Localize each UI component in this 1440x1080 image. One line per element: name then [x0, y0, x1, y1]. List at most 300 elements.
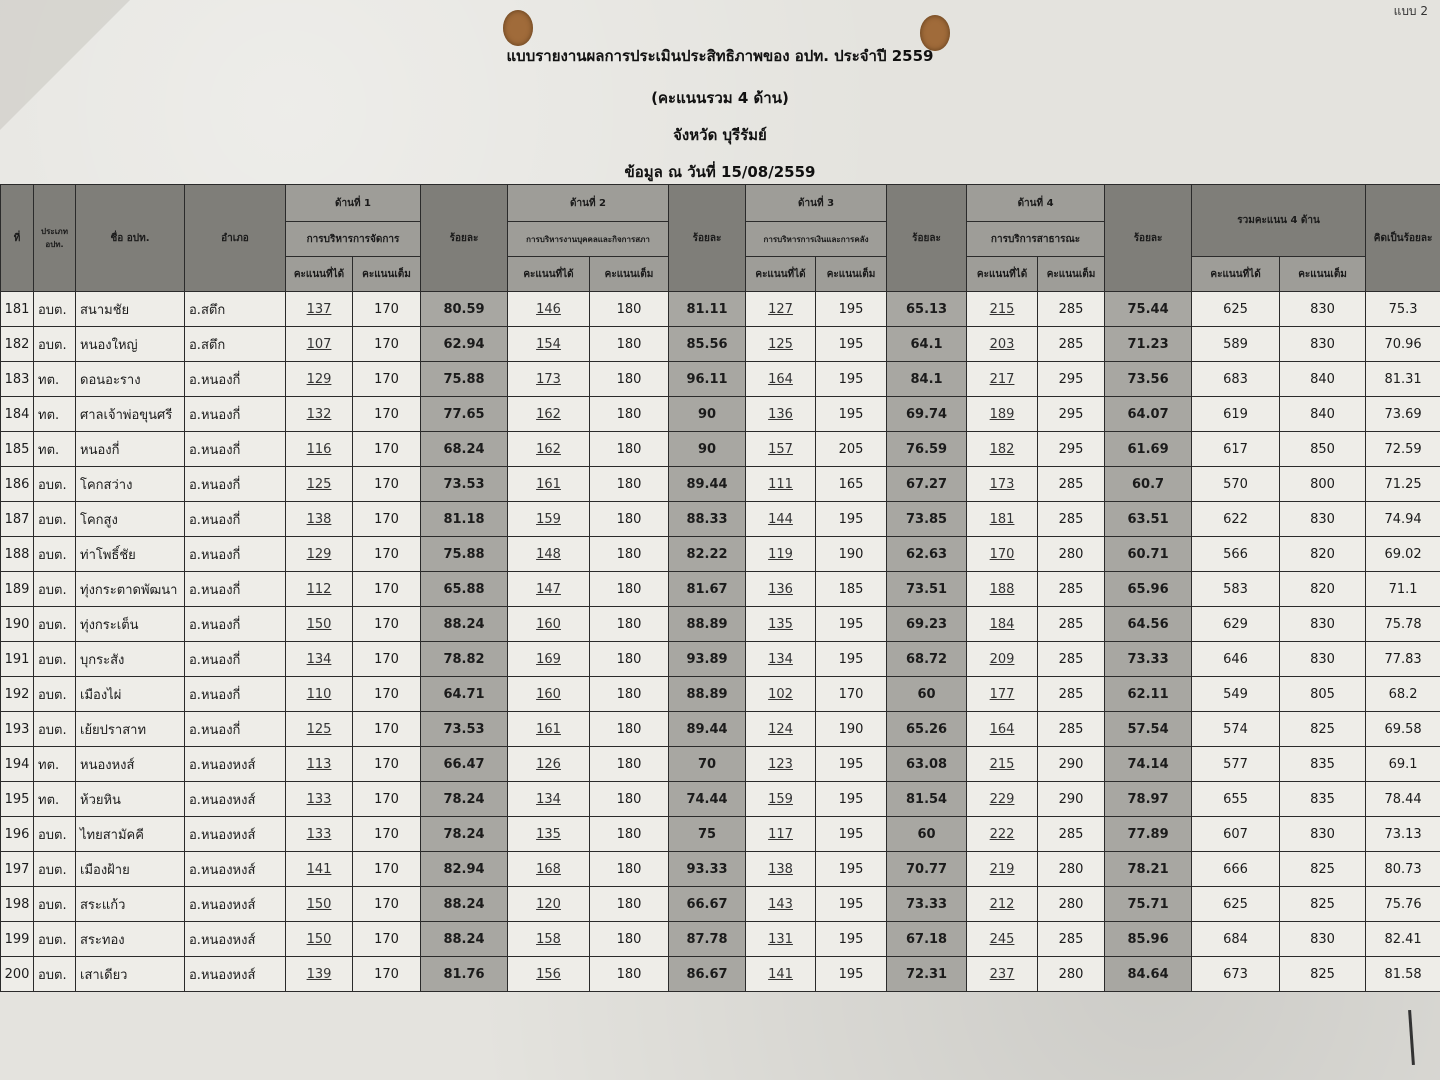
cell-district: อ.หนองกี่ [185, 362, 286, 397]
cell-total-score: 683 [1192, 362, 1280, 397]
cell-aspect2-full: 180 [590, 607, 669, 642]
cell-aspect1-score: 107 [286, 327, 353, 362]
cell-name: หนองหงส์ [76, 747, 185, 782]
cell-aspect3-full: 185 [816, 572, 887, 607]
cell-aspect1-percent: 73.53 [421, 712, 508, 747]
cell-aspect4-percent: 65.96 [1105, 572, 1192, 607]
cell-total-full: 835 [1280, 747, 1366, 782]
table-row [1, 852, 1440, 887]
cell-aspect4-full: 285 [1038, 467, 1105, 502]
cell-total-full: 830 [1280, 922, 1366, 957]
cell-aspect2-percent: 82.22 [669, 537, 746, 572]
cell-total-percent: 70.96 [1366, 327, 1440, 362]
cell-district: อ.หนองกี่ [185, 677, 286, 712]
cell-total-full: 830 [1280, 607, 1366, 642]
cell-name: ท่าโพธิ์ชัย [76, 537, 185, 572]
cell-total-full: 805 [1280, 677, 1366, 712]
cell-aspect1-score: 150 [286, 607, 353, 642]
cell-aspect4-score: 215 [967, 292, 1038, 327]
cell-aspect2-full: 180 [590, 292, 669, 327]
cell-aspect4-full: 280 [1038, 852, 1105, 887]
cell-aspect1-percent: 66.47 [421, 747, 508, 782]
cell-aspect1-percent: 88.24 [421, 607, 508, 642]
cell-aspect2-score: 158 [508, 922, 590, 957]
cell-total-score: 625 [1192, 292, 1280, 327]
table-row [1, 712, 1440, 747]
cell-type: อบต. [34, 607, 76, 642]
table-row [1, 782, 1440, 817]
cell-aspect2-full: 180 [590, 572, 669, 607]
cell-no: 198 [1, 887, 34, 922]
cell-total-full: 830 [1280, 292, 1366, 327]
cell-aspect4-percent: 71.23 [1105, 327, 1192, 362]
cell-aspect3-score: 136 [746, 572, 816, 607]
cell-aspect3-percent: 65.13 [887, 292, 967, 327]
col-name: ชื่อ อปท. [76, 185, 185, 292]
cell-aspect3-score: 164 [746, 362, 816, 397]
cell-total-percent: 73.13 [1366, 817, 1440, 852]
cell-aspect4-percent: 61.69 [1105, 432, 1192, 467]
cell-aspect3-full: 195 [816, 397, 887, 432]
cell-district: อ.สตึก [185, 292, 286, 327]
cell-aspect1-full: 170 [353, 572, 421, 607]
cell-aspect3-score: 111 [746, 467, 816, 502]
cell-type: อบต. [34, 887, 76, 922]
cell-district: อ.หนองหงส์ [185, 852, 286, 887]
cell-aspect2-percent: 70 [669, 747, 746, 782]
cell-district: อ.หนองกี่ [185, 572, 286, 607]
cell-aspect4-score: 184 [967, 607, 1038, 642]
cell-total-score: 619 [1192, 397, 1280, 432]
cell-aspect4-full: 280 [1038, 957, 1105, 992]
cell-name: โคกสูง [76, 502, 185, 537]
cell-total-full: 830 [1280, 817, 1366, 852]
cell-aspect4-full: 285 [1038, 642, 1105, 677]
cell-aspect1-full: 170 [353, 292, 421, 327]
cell-aspect2-percent: 81.67 [669, 572, 746, 607]
cell-aspect3-score: 138 [746, 852, 816, 887]
cell-aspect2-full: 180 [590, 642, 669, 677]
cell-no: 195 [1, 782, 34, 817]
cell-aspect3-score: 119 [746, 537, 816, 572]
cell-type: อบต. [34, 292, 76, 327]
table-row [1, 922, 1440, 957]
cell-aspect1-score: 129 [286, 537, 353, 572]
cell-aspect1-percent: 78.24 [421, 782, 508, 817]
cell-district: อ.หนองกี่ [185, 502, 286, 537]
cell-aspect1-full: 170 [353, 467, 421, 502]
cell-type: อบต. [34, 642, 76, 677]
cell-aspect2-percent: 96.11 [669, 362, 746, 397]
table-row [1, 747, 1440, 782]
cell-total-score: 666 [1192, 852, 1280, 887]
cell-name: เมืองไผ่ [76, 677, 185, 712]
cell-aspect2-score: 173 [508, 362, 590, 397]
cell-district: อ.หนองกี่ [185, 712, 286, 747]
cell-aspect2-full: 180 [590, 467, 669, 502]
cell-type: อบต. [34, 957, 76, 992]
cell-no: 199 [1, 922, 34, 957]
cell-aspect4-score: 245 [967, 922, 1038, 957]
cell-name: ดอนอะราง [76, 362, 185, 397]
cell-aspect4-percent: 62.11 [1105, 677, 1192, 712]
col-aspect3-percent: ร้อยละ [887, 185, 967, 292]
cell-type: ทต. [34, 747, 76, 782]
table-row [1, 467, 1440, 502]
cell-aspect3-percent: 65.26 [887, 712, 967, 747]
cell-aspect1-percent: 73.53 [421, 467, 508, 502]
cell-aspect3-full: 205 [816, 432, 887, 467]
cell-aspect4-percent: 85.96 [1105, 922, 1192, 957]
cell-aspect4-percent: 75.44 [1105, 292, 1192, 327]
cell-aspect2-full: 180 [590, 817, 669, 852]
cell-aspect2-full: 180 [590, 502, 669, 537]
cell-total-percent: 75.3 [1366, 292, 1440, 327]
cell-aspect2-percent: 89.44 [669, 712, 746, 747]
cell-type: อบต. [34, 467, 76, 502]
cell-aspect1-full: 170 [353, 677, 421, 712]
cell-aspect3-percent: 73.51 [887, 572, 967, 607]
cell-total-score: 673 [1192, 957, 1280, 992]
cell-total-full: 825 [1280, 957, 1366, 992]
table-row [1, 817, 1440, 852]
cell-name: สระทอง [76, 922, 185, 957]
cell-aspect2-score: 154 [508, 327, 590, 362]
cell-aspect3-percent: 81.54 [887, 782, 967, 817]
cell-aspect4-full: 295 [1038, 397, 1105, 432]
table-row [1, 397, 1440, 432]
cell-aspect3-percent: 68.72 [887, 642, 967, 677]
cell-total-full: 820 [1280, 537, 1366, 572]
cell-name: เสาเดียว [76, 957, 185, 992]
col-aspect3: ด้านที่ 3 [746, 185, 887, 222]
cell-aspect2-score: 162 [508, 432, 590, 467]
col-full: คะแนนเต็ม [1038, 257, 1105, 292]
cell-aspect4-score: 219 [967, 852, 1038, 887]
cell-aspect3-score: 157 [746, 432, 816, 467]
cell-no: 192 [1, 677, 34, 712]
cell-name: ห้วยหิน [76, 782, 185, 817]
cell-no: 186 [1, 467, 34, 502]
cell-aspect4-percent: 57.54 [1105, 712, 1192, 747]
cell-total-score: 589 [1192, 327, 1280, 362]
cell-no: 196 [1, 817, 34, 852]
cell-name: โคกสว่าง [76, 467, 185, 502]
cell-total-score: 570 [1192, 467, 1280, 502]
col-full: คะแนนเต็ม [590, 257, 669, 292]
cell-aspect3-full: 190 [816, 537, 887, 572]
cell-aspect2-score: 160 [508, 677, 590, 712]
cell-aspect1-full: 170 [353, 957, 421, 992]
cell-total-percent: 81.31 [1366, 362, 1440, 397]
cell-aspect4-score: 189 [967, 397, 1038, 432]
cell-aspect1-percent: 80.59 [421, 292, 508, 327]
cell-aspect4-score: 203 [967, 327, 1038, 362]
cell-total-percent: 69.1 [1366, 747, 1440, 782]
col-aspect2: ด้านที่ 2 [508, 185, 669, 222]
col-score: คะแนนที่ได้ [508, 257, 590, 292]
cell-district: อ.หนองกี่ [185, 432, 286, 467]
data-date: ข้อมูล ณ วันที่ 15/08/2559 [624, 163, 816, 181]
cell-aspect3-full: 195 [816, 817, 887, 852]
table-row [1, 327, 1440, 362]
cell-aspect4-full: 285 [1038, 607, 1105, 642]
cell-aspect2-full: 180 [590, 712, 669, 747]
cell-aspect2-score: 156 [508, 957, 590, 992]
table-row [1, 642, 1440, 677]
cell-aspect2-percent: 87.78 [669, 922, 746, 957]
cell-total-score: 607 [1192, 817, 1280, 852]
cell-aspect2-full: 180 [590, 677, 669, 712]
cell-name: สระแก้ว [76, 887, 185, 922]
cell-no: 197 [1, 852, 34, 887]
cell-total-percent: 81.58 [1366, 957, 1440, 992]
cell-aspect3-percent: 67.18 [887, 922, 967, 957]
cell-aspect3-score: 125 [746, 327, 816, 362]
cell-total-percent: 80.73 [1366, 852, 1440, 887]
cell-total-score: 622 [1192, 502, 1280, 537]
cell-no: 183 [1, 362, 34, 397]
cell-district: อ.หนองหงส์ [185, 887, 286, 922]
cell-aspect2-score: 146 [508, 292, 590, 327]
cell-aspect2-percent: 90 [669, 397, 746, 432]
cell-aspect4-score: 188 [967, 572, 1038, 607]
cell-aspect3-score: 131 [746, 922, 816, 957]
report-subtitle: (คะแนนรวม 4 ด้าน) [651, 89, 789, 107]
cell-aspect4-score: 164 [967, 712, 1038, 747]
cell-aspect2-score: 135 [508, 817, 590, 852]
cell-aspect4-percent: 63.51 [1105, 502, 1192, 537]
cell-aspect3-score: 124 [746, 712, 816, 747]
pen-mark [1408, 1010, 1415, 1065]
cell-aspect4-percent: 74.14 [1105, 747, 1192, 782]
cell-aspect1-score: 110 [286, 677, 353, 712]
cell-aspect2-percent: 89.44 [669, 467, 746, 502]
col-total: รวมคะแนน 4 ด้าน [1192, 185, 1366, 257]
cell-aspect1-full: 170 [353, 537, 421, 572]
cell-aspect4-full: 290 [1038, 782, 1105, 817]
cell-aspect1-percent: 77.65 [421, 397, 508, 432]
cell-total-full: 830 [1280, 642, 1366, 677]
cell-aspect1-percent: 88.24 [421, 922, 508, 957]
cell-aspect4-full: 280 [1038, 887, 1105, 922]
col-aspect4-percent: ร้อยละ [1105, 185, 1192, 292]
cell-aspect4-percent: 78.21 [1105, 852, 1192, 887]
cell-aspect3-full: 165 [816, 467, 887, 502]
cell-aspect3-score: 143 [746, 887, 816, 922]
cell-name: สนามชัย [76, 292, 185, 327]
cell-aspect4-full: 295 [1038, 362, 1105, 397]
cell-name: หนองใหญ่ [76, 327, 185, 362]
cell-district: อ.หนองกี่ [185, 642, 286, 677]
cell-district: อ.หนองหงส์ [185, 747, 286, 782]
table-row [1, 537, 1440, 572]
cell-total-full: 835 [1280, 782, 1366, 817]
cell-no: 191 [1, 642, 34, 677]
cell-aspect1-full: 170 [353, 817, 421, 852]
cell-aspect2-score: 159 [508, 502, 590, 537]
cell-aspect3-score: 144 [746, 502, 816, 537]
col-no: ที่ [1, 185, 34, 292]
cell-aspect4-score: 212 [967, 887, 1038, 922]
cell-total-full: 825 [1280, 712, 1366, 747]
col-score: คะแนนที่ได้ [1192, 257, 1280, 292]
cell-aspect4-score: 182 [967, 432, 1038, 467]
cell-aspect1-percent: 65.88 [421, 572, 508, 607]
cell-total-percent: 74.94 [1366, 502, 1440, 537]
cell-total-score: 549 [1192, 677, 1280, 712]
cell-aspect1-full: 170 [353, 642, 421, 677]
cell-no: 182 [1, 327, 34, 362]
cell-name: ศาลเจ้าพ่อขุนศรี [76, 397, 185, 432]
cell-aspect2-full: 180 [590, 957, 669, 992]
cell-aspect3-score: 159 [746, 782, 816, 817]
cell-aspect1-score: 134 [286, 642, 353, 677]
cell-type: อบต. [34, 572, 76, 607]
cell-total-percent: 75.78 [1366, 607, 1440, 642]
cell-aspect1-full: 170 [353, 782, 421, 817]
cell-aspect1-score: 112 [286, 572, 353, 607]
cell-aspect3-percent: 72.31 [887, 957, 967, 992]
cell-aspect1-full: 170 [353, 362, 421, 397]
cell-aspect2-percent: 88.89 [669, 607, 746, 642]
cell-aspect4-percent: 73.56 [1105, 362, 1192, 397]
cell-name: เย้ยปราสาท [76, 712, 185, 747]
col-score: คะแนนที่ได้ [286, 257, 353, 292]
cell-aspect4-percent: 73.33 [1105, 642, 1192, 677]
cell-aspect2-full: 180 [590, 432, 669, 467]
cell-aspect4-percent: 84.64 [1105, 957, 1192, 992]
cell-aspect4-percent: 78.97 [1105, 782, 1192, 817]
cell-aspect2-percent: 66.67 [669, 887, 746, 922]
cell-total-full: 825 [1280, 887, 1366, 922]
cell-aspect2-percent: 85.56 [669, 327, 746, 362]
cell-aspect2-percent: 88.33 [669, 502, 746, 537]
cell-total-score: 617 [1192, 432, 1280, 467]
cell-aspect3-score: 123 [746, 747, 816, 782]
cell-no: 188 [1, 537, 34, 572]
col-score: คะแนนที่ได้ [967, 257, 1038, 292]
cell-aspect3-full: 195 [816, 292, 887, 327]
cell-aspect2-full: 180 [590, 852, 669, 887]
cell-aspect3-full: 195 [816, 922, 887, 957]
cell-no: 181 [1, 292, 34, 327]
cell-name: ทุ่งกระเต็น [76, 607, 185, 642]
cell-total-score: 574 [1192, 712, 1280, 747]
cell-aspect3-score: 135 [746, 607, 816, 642]
cell-aspect2-score: 147 [508, 572, 590, 607]
cell-aspect3-percent: 60 [887, 677, 967, 712]
cell-aspect1-score: 141 [286, 852, 353, 887]
col-full: คะแนนเต็ม [816, 257, 887, 292]
cell-aspect4-full: 285 [1038, 502, 1105, 537]
cell-aspect3-percent: 69.74 [887, 397, 967, 432]
cell-total-percent: 69.02 [1366, 537, 1440, 572]
cell-district: อ.หนองหงส์ [185, 922, 286, 957]
col-aspect2-sub: การบริหารงานบุคคลและกิจการสภา [508, 222, 669, 257]
cell-total-full: 840 [1280, 362, 1366, 397]
cell-district: อ.หนองหงส์ [185, 957, 286, 992]
cell-total-full: 850 [1280, 432, 1366, 467]
cell-aspect4-full: 285 [1038, 712, 1105, 747]
cell-aspect1-score: 137 [286, 292, 353, 327]
col-aspect1-percent: ร้อยละ [421, 185, 508, 292]
cell-total-percent: 82.41 [1366, 922, 1440, 957]
cell-name: เมืองฝ้าย [76, 852, 185, 887]
cell-aspect3-full: 195 [816, 362, 887, 397]
col-district: อำเภอ [185, 185, 286, 292]
cell-name: หนองกี่ [76, 432, 185, 467]
cell-total-percent: 69.58 [1366, 712, 1440, 747]
cell-aspect3-full: 190 [816, 712, 887, 747]
cell-aspect3-percent: 60 [887, 817, 967, 852]
cell-aspect2-full: 180 [590, 747, 669, 782]
cell-aspect2-score: 160 [508, 607, 590, 642]
cell-name: ไทยสามัคคี [76, 817, 185, 852]
table-row [1, 502, 1440, 537]
cell-aspect3-score: 134 [746, 642, 816, 677]
cell-district: อ.หนองกี่ [185, 607, 286, 642]
cell-aspect1-score: 138 [286, 502, 353, 537]
col-type: ประเภท อปท. [34, 185, 76, 292]
cell-aspect3-score: 117 [746, 817, 816, 852]
score-table-wrap [0, 184, 1440, 1016]
cell-aspect1-full: 170 [353, 607, 421, 642]
report-title: แบบรายงานผลการประเมินประสิทธิภาพของ อปท. ประจำปี 2559 [506, 47, 934, 65]
col-aspect4: ด้านที่ 4 [967, 185, 1105, 222]
cell-aspect1-score: 116 [286, 432, 353, 467]
punch-hole-left [503, 10, 533, 46]
cell-type: อบต. [34, 502, 76, 537]
cell-total-full: 820 [1280, 572, 1366, 607]
cell-aspect3-full: 195 [816, 502, 887, 537]
cell-aspect3-full: 195 [816, 327, 887, 362]
cell-aspect1-score: 129 [286, 362, 353, 397]
cell-district: อ.หนองกี่ [185, 467, 286, 502]
cell-aspect3-score: 136 [746, 397, 816, 432]
cell-aspect2-score: 168 [508, 852, 590, 887]
cell-aspect1-score: 133 [286, 817, 353, 852]
cell-aspect4-score: 237 [967, 957, 1038, 992]
cell-aspect1-full: 170 [353, 922, 421, 957]
cell-type: อบต. [34, 537, 76, 572]
cell-total-percent: 78.44 [1366, 782, 1440, 817]
cell-no: 189 [1, 572, 34, 607]
cell-aspect3-percent: 62.63 [887, 537, 967, 572]
cell-total-score: 655 [1192, 782, 1280, 817]
cell-aspect1-percent: 81.18 [421, 502, 508, 537]
form-code: แบบ 2 [1393, 4, 1428, 18]
cell-aspect1-full: 170 [353, 432, 421, 467]
cell-aspect2-full: 180 [590, 537, 669, 572]
cell-aspect3-full: 195 [816, 642, 887, 677]
province-label: จังหวัด บุรีรัมย์ [673, 126, 767, 144]
table-row [1, 677, 1440, 712]
cell-aspect2-percent: 74.44 [669, 782, 746, 817]
table-row [1, 572, 1440, 607]
col-full: คะแนนเต็ม [1280, 257, 1366, 292]
cell-total-score: 566 [1192, 537, 1280, 572]
cell-district: อ.หนองกี่ [185, 397, 286, 432]
cell-district: อ.สตึก [185, 327, 286, 362]
cell-aspect2-score: 126 [508, 747, 590, 782]
cell-aspect2-full: 180 [590, 922, 669, 957]
cell-no: 190 [1, 607, 34, 642]
cell-aspect3-full: 195 [816, 957, 887, 992]
cell-total-score: 583 [1192, 572, 1280, 607]
table-row [1, 432, 1440, 467]
cell-aspect2-full: 180 [590, 887, 669, 922]
